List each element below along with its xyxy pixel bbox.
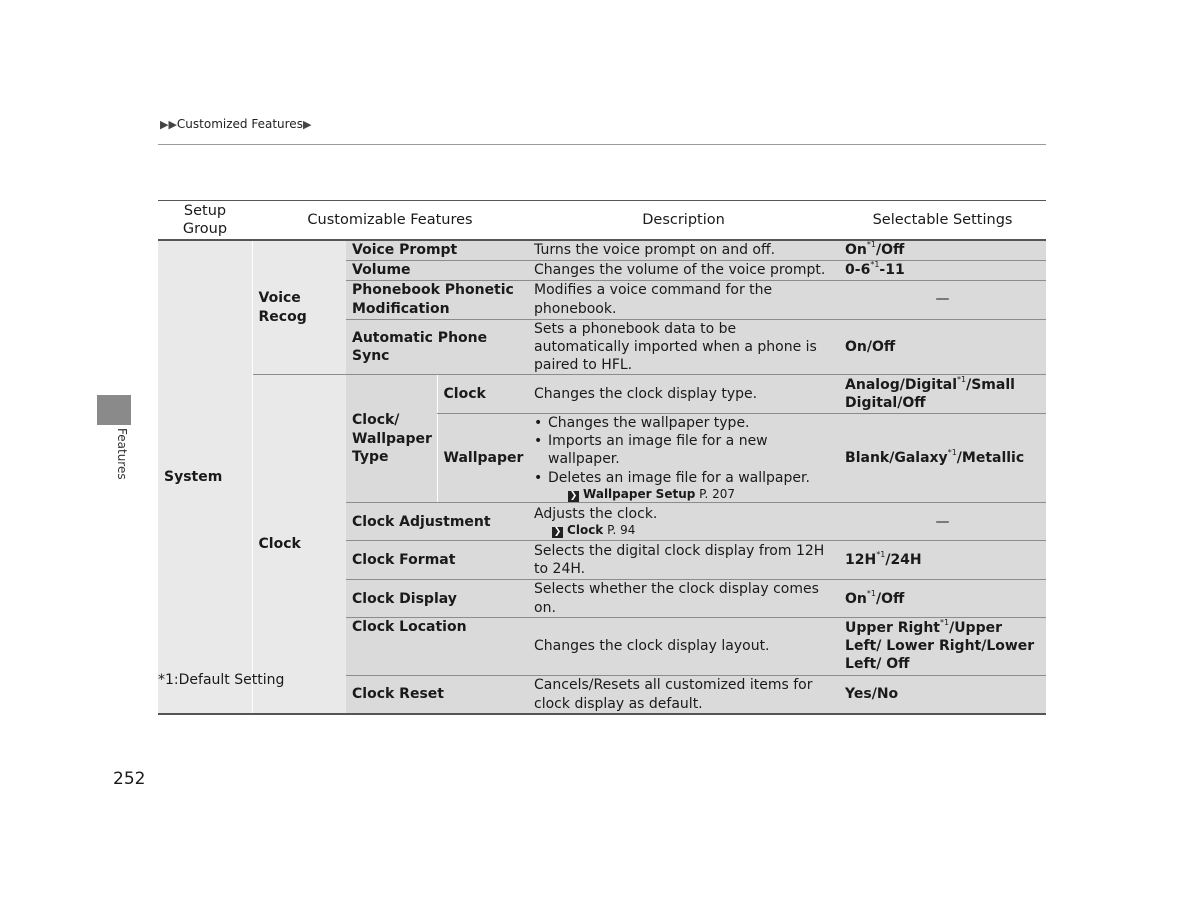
customized-features-table bbox=[158, 200, 1046, 715]
header-divider bbox=[158, 144, 1046, 145]
header-description: Description bbox=[528, 201, 839, 241]
list-item: • Imports an image file for a new wallpaper. bbox=[548, 432, 833, 468]
reference-arrow-icon: ❯ bbox=[553, 527, 562, 538]
desc-auto-phone-sync: Sets a phonebook data to be automatically imported when a phone is paired to HFL. bbox=[528, 319, 839, 375]
feature-clock-display: Clock Display bbox=[346, 580, 528, 617]
header-customizable-features: Customizable Features bbox=[252, 201, 528, 241]
cross-reference-clock[interactable]: ❯ Clock P. 94 bbox=[553, 523, 636, 538]
feature-clock-format: Clock Format bbox=[346, 541, 528, 580]
header-selectable-settings: Selectable Settings bbox=[839, 201, 1046, 241]
desc-wallpaper bbox=[528, 414, 839, 503]
table-row bbox=[158, 375, 1046, 414]
group-system: System bbox=[158, 240, 252, 714]
setting-clock-reset: Yes/No bbox=[839, 675, 1046, 714]
setting-clock-adjustment: — bbox=[839, 503, 1046, 541]
cross-reference-wallpaper-setup[interactable]: ❯ Wallpaper Setup P. 207 bbox=[569, 486, 736, 501]
desc-clock: Changes the clock display type. bbox=[528, 375, 839, 414]
feature-phonebook-phonetic: Phonebook Phonetic Modification bbox=[346, 280, 528, 319]
feature-clock-adjustment: Clock Adjustment bbox=[346, 503, 528, 541]
section-side-label: Features bbox=[115, 428, 129, 480]
desc-clock-format: Selects the digital clock display from 12H to 24H. bbox=[528, 541, 839, 580]
breadcrumb-arrows: ▶▶ bbox=[160, 118, 177, 131]
breadcrumb bbox=[160, 117, 311, 131]
setting-clock-display: On$^{*1}$/Off bbox=[839, 580, 1046, 617]
breadcrumb-text: Customized Features bbox=[176, 117, 303, 131]
section-tab-marker bbox=[97, 395, 131, 425]
reference-arrow-icon: ❯ bbox=[569, 490, 578, 501]
desc-clock-location: Changes the clock display layout. bbox=[528, 617, 839, 675]
setting-phonebook-phonetic: — bbox=[839, 280, 1046, 319]
desc-clock-reset: Cancels/Resets all customized items for clock display as default. bbox=[528, 675, 839, 714]
list-item: • Deletes an image file for a wallpaper. bbox=[548, 469, 833, 487]
feature-clock-reset: Clock Reset bbox=[346, 675, 528, 714]
desc-clock-adjustment: Adjusts the clock. ❯ Clock P. 94 bbox=[528, 503, 839, 541]
desc-voice-prompt: Turns the voice prompt on and off. bbox=[528, 240, 839, 260]
desc-clock-display: Selects whether the clock display comes on. bbox=[528, 580, 839, 617]
footnote-default-setting: *1:Default Setting bbox=[158, 672, 285, 688]
page-number: 252 bbox=[113, 769, 146, 789]
desc-phonebook-phonetic: Modifies a voice command for the phonebook. bbox=[528, 280, 839, 319]
feature-clock: Clock bbox=[437, 375, 528, 414]
table-header-row bbox=[158, 201, 1046, 241]
feature-voice-prompt: Voice Prompt bbox=[346, 240, 528, 260]
setting-clock-location: Upper Right$^{*1}$/Upper Left/ Lower Right/Lower Left/ Off bbox=[839, 617, 1046, 675]
header-setup-group: Setup Group bbox=[158, 201, 252, 241]
feature-clock-location: Clock Location bbox=[346, 617, 528, 675]
table-row bbox=[158, 240, 1046, 260]
setting-voice-prompt: On$^{*1}$/Off bbox=[839, 240, 1046, 260]
setting-auto-phone-sync: On/Off bbox=[839, 319, 1046, 375]
feature-wallpaper: Wallpaper bbox=[437, 414, 528, 503]
setting-volume: 0-6$^{*1}$-11 bbox=[839, 260, 1046, 280]
subgroup-voice-recog: Voice Recog bbox=[252, 240, 346, 375]
setting-wallpaper: Blank/Galaxy$^{*1}$/Metallic bbox=[839, 414, 1046, 503]
breadcrumb-tail-arrow: ▶ bbox=[302, 118, 312, 131]
feature-auto-phone-sync: Automatic Phone Sync bbox=[346, 319, 528, 375]
feature-clock-wallpaper-type: Clock/ Wallpaper Type bbox=[346, 375, 437, 503]
list-item: • Changes the wallpaper type. bbox=[548, 414, 833, 432]
setting-clock-format: $12H^{*1}/24H$ bbox=[839, 541, 1046, 580]
desc-volume: Changes the volume of the voice prompt. bbox=[528, 260, 839, 280]
feature-volume: Volume bbox=[346, 260, 528, 280]
setting-clock: Analog/Digital$^{*1}$/Small Digital/Off bbox=[839, 375, 1046, 414]
subgroup-clock: Clock bbox=[252, 375, 346, 715]
